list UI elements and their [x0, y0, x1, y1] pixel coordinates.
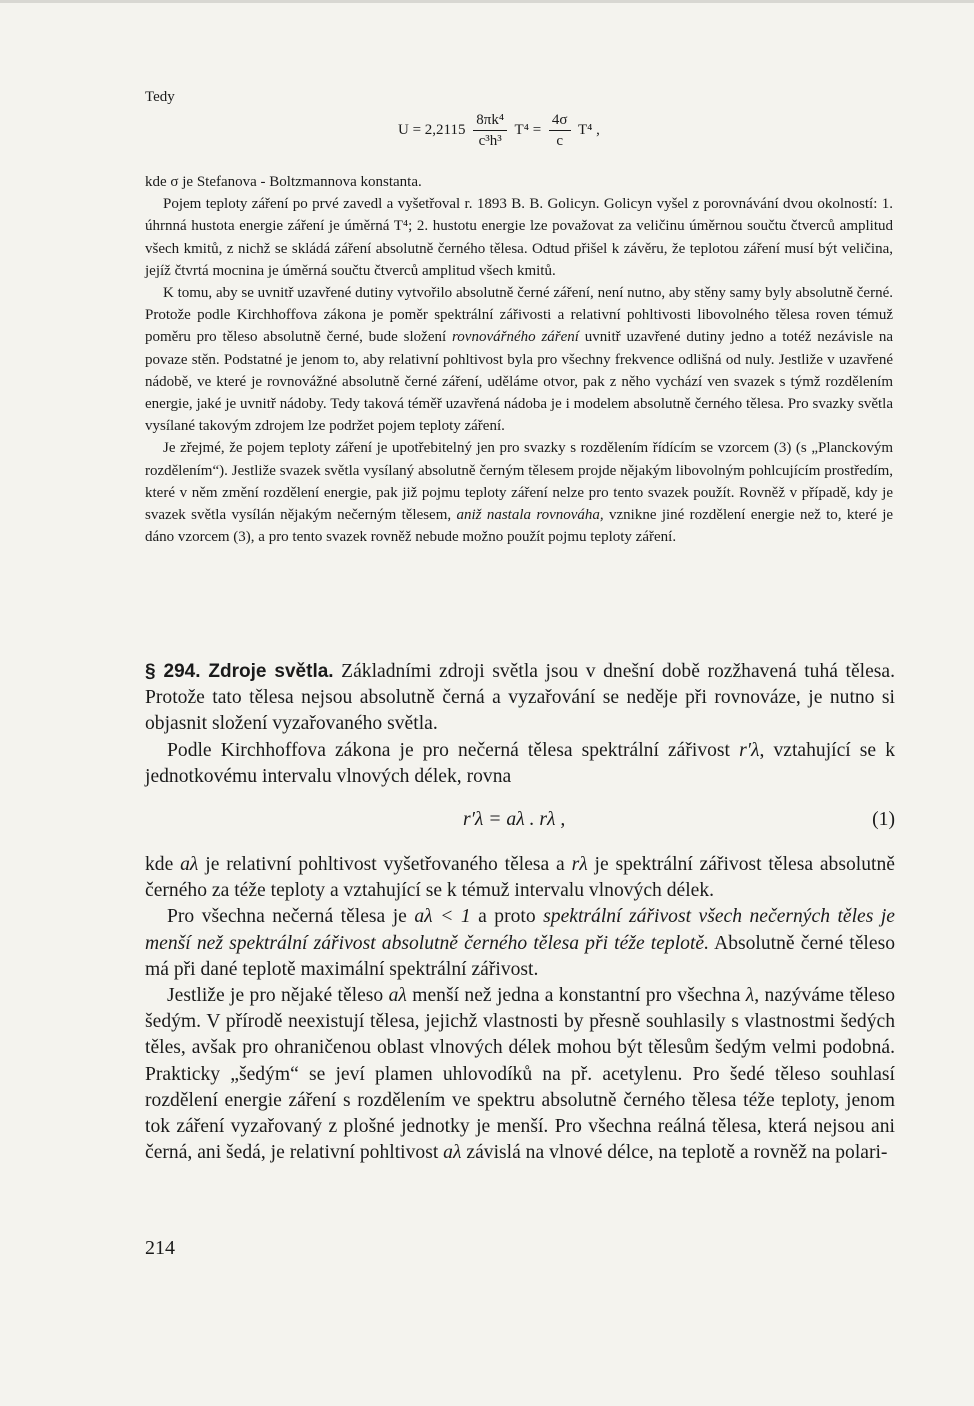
frac1-denominator: c³h³: [478, 133, 502, 149]
section-title: § 294. Zdroje světla.: [145, 661, 334, 682]
formula-lhs: U = 2,2115: [398, 121, 466, 138]
paragraph-golicyn: Pojem teploty záření po prvé zavedl a vyšetřoval r. 1893 B. B. Golicyn. Golicyn vyšel z porovnávání dvou okolností: 1. úhrnná hustota energie záření je úměrná T⁴; 2. hustotu energie lze považovat za veličinu úměrnou součtu čtverců amplitud všech kmitů, z nichž se skládá záření absolutně černého tělesa. Odtud přišel k závěru, že teplotou záření musí být veličina, jejíž čtvrtá mocnina je úměrná součtu čtverců amplitud všech kmitů.: [145, 196, 893, 279]
word-tedy: Tedy: [145, 89, 175, 105]
paragraph-ktomu: K tomu, aby se uvnitř uzavřené dutiny vytvořilo absolutně černé záření, není nutno, aby stěny samy byly absolutně černé. Protože podle Kirchhoffova zákona je poměr spektrální zářivosti a relativní pohltivosti libovolného tělesa roven témuž poměru pro těleso absolutně černé, bude složení rovnovářného záření uvnitř uzavřené dutiny jedno a totéž nezávisle na povaze stěn. Podstatné je jenom to, aby relativní pohltivost byla pro všechny frekvence odlišná od nuly. Jestliže v uzavřené nádobě, ve které je rovnovážné absolutně černé záření, uděláme otvor, pak z něho vychází ven svazek s týmž rozdělením energie, jaké je uvnitř nádoby. Tedy taková téměř uzavřená nádoba je i modelem absolutně černého tělesa. Pro svazky světla vysílané takovým zdrojem lze podržet pojem teploty záření.: [145, 285, 894, 435]
paragraph-kirchhoff: Podle Kirchhoffova zákona je pro nečerná tělesa spektrální zářivost r′λ, vztahující se k jednotkovému intervalu vlnových délek, rovna: [145, 739, 895, 787]
frac2-numerator: 4σ: [549, 110, 571, 131]
page-number: 214: [145, 1237, 175, 1259]
formula-mid: T⁴ =: [514, 121, 542, 138]
paragraph-stefan: kde σ je Stefanova - Boltzmannova konstanta.: [145, 174, 422, 190]
frac1-numerator: 8πk⁴: [473, 110, 507, 131]
frac2-denominator: c: [556, 133, 564, 149]
equation-1-body: r′λ = aλ . rλ ,: [463, 809, 566, 831]
page-top-edge: [0, 0, 974, 3]
formula-fraction-2: [549, 110, 571, 151]
emphasis-spektralni-zarivost: spektrální zářivost všech nečerných těles je menší než spektrální zářivost absolutně černého tělesa při téže teplotě.: [145, 906, 895, 954]
equation-1: [145, 790, 895, 852]
formula-energy-density: [398, 110, 600, 151]
large-text-block: [145, 659, 895, 1166]
formula-rhs: T⁴ ,: [577, 121, 600, 138]
formula-fraction-1: [473, 110, 507, 151]
emphasis-aniz-nastala: aniž nastala rovnováha,: [456, 507, 604, 524]
paragraph-sede-teleso: Jestliže je pro nějaké těleso aλ menší než jedna a konstantní pro všechna λ, nazýváme těleso šedým. V přírodě neexistují tělesa, jejichž vlastnosti by přesně souhlasily s vlastnostmi šedých těles, avšak pro ohraničenou oblast vlnových délek mohou být tělesům šedým velmi podobná. Prakticky „šedým“ se jeví plamen uhlovodíků na př. acetylenu. Pro šedé těleso souhlasí rozdělení energie záření s rozdělením ve spektru absolutně černého tělesa téže teploty, jenom tok záření vyzařovaný z plošné jednotky je menší. Pro všechna reálná tělesa, která nejsou ani černá, ani šedá, je relativní pohltivost aλ závislá na vlnové délce, na teplotě a rovněž na polari-: [145, 985, 896, 1164]
section-294-paragraph: § 294. Zdroje světla. Základními zdroji světla jsou v dnešní době rozžhavená tuhá tělesa. Protože tato tělesa nejsou absolutně černá a vyzařování se neděje při rovnováze, je nutno si objasnit složení vyzařovaného světla.: [145, 661, 896, 735]
emphasis-rovnovazne-zareni: rovnovářného záření: [452, 329, 579, 346]
paragraph-kde: kde aλ je relativní pohltivost vyšetřovaného tělesa a rλ je spektrální zářivost tělesa absolutně černého za téže teploty a vztahující se k témuž intervalu vlnových délek.: [145, 854, 895, 902]
small-text-block: [145, 171, 893, 548]
paragraph-jezrejme: Je zřejmé, že pojem teploty záření je upotřebitelný jen pro svazky s rozdělením řídícím se vzorcem (3) (s „Planckovým rozdělením“). Jestliže svazek světla vysílaný absolutně černým tělesem projde nějakým libovolným pohlcujícím prostředím, které v něm změní rozdělení energie, pak již pojmu teploty záření nelze pro tento svazek použít. Rovněž v případě, kdy je svazek světla vysílán nějakým nečerným tělesem, aniž nastala rovnováha, vznikne jiné rozdělení energie než to, které je dáno vzorcem (3), a pro tento svazek rovněž nebude možno použít pojmu teploty záření.: [145, 440, 894, 546]
paragraph-pro-vsechna: Pro všechna nečerná tělesa je aλ < 1 a proto spektrální zářivost všech nečerných těles je menší než spektrální zářivost absolutně černého tělesa při téže teplotě. Absolutně černé těleso má při dané teplotě maximální spektrální zářivost.: [145, 906, 895, 980]
equation-1-number: (1): [872, 809, 895, 831]
